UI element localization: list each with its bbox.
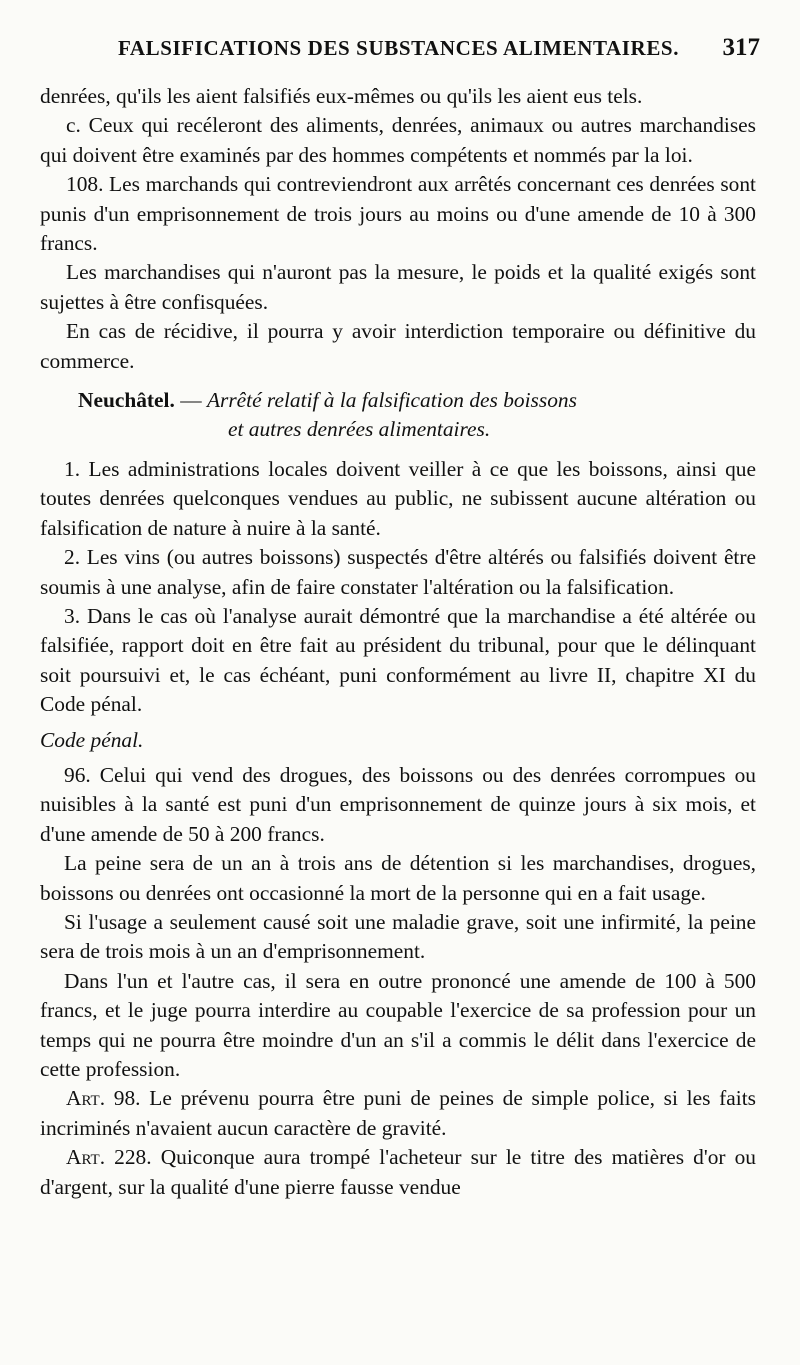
- paragraph-recidive: En cas de récidive, il pourra y avoir interdiction temporaire ou définitive du commerce.: [40, 319, 756, 373]
- article-1: 1. Les administrations locales doivent veiller à ce que les boissons, ainsi que toutes denrées quelconques vendues au public, ne subissent aucune altération ou falsification de nature à nuire à la santé.: [40, 456, 756, 540]
- section-title-line2: et autres denrées alimentaires.: [228, 417, 491, 442]
- article-98-text: Le prévenu pourra être puni de peines de simple police, si les faits incriminés n'avaient aucun caractère de gravité.: [40, 1086, 756, 1140]
- article-98-label: Art. 98.: [66, 1086, 141, 1111]
- code-article-228: [40, 1143, 756, 1202]
- paragraph-continuation: denrées, qu'ils les aient falsifiés eux-mêmes ou qu'ils les aient eus tels.: [40, 84, 643, 108]
- code-article-98: [40, 1084, 756, 1143]
- code-article-96: 96. Celui qui vend des drogues, des boissons ou des denrées corrompues ou nuisibles à la santé est puni d'un emprisonnement de quinze jours à six mois, et d'une amende de 50 à 200 francs.: [40, 762, 756, 846]
- section-title-line1: Arrêté relatif à la falsification des boissons: [206, 388, 577, 413]
- section-dash: —: [174, 388, 207, 413]
- spacer: [40, 445, 756, 455]
- article-2: 2. Les vins (ou autres boissons) suspectés d'être altérés ou falsifiés doivent être soumis à une analyse, afin de faire constater l'altération ou la falsification.: [40, 545, 756, 599]
- section-heading: [40, 386, 756, 445]
- paragraph-confiscation: Les marchandises qui n'auront pas la mesure, le poids et la qualité exigés sont sujettes à être confisquées.: [40, 260, 756, 314]
- body-text: [40, 82, 756, 1202]
- page-number: 317: [722, 34, 760, 61]
- paragraph-article-108: 108. Les marchands qui contreviendront aux arrêtés concernant ces denrées sont punis d'un emprisonnement de trois jours au moins ou d'une amende de 10 à 300 francs.: [40, 172, 756, 256]
- spacer: [40, 376, 756, 386]
- code-paragraph-fine: Dans l'un et l'autre cas, il sera en outre prononcé une amende de 100 à 500 francs, et le juge pourra interdire au coupable l'exercice de sa profession pour un temps qui ne pourra être moindre d'un an s'il a commis le délit dans l'exercice de cette profession.: [40, 968, 756, 1081]
- code-paragraph-illness: Si l'usage a seulement causé soit une maladie grave, soit une infirmité, la peine sera de trois mois à un an d'emprisonnement.: [40, 909, 756, 964]
- article-228-label: Art. 228.: [66, 1145, 152, 1170]
- paragraph-item-c: c. Ceux qui recéleront des aliments, denrées, animaux ou autres marchandises qui doivent être examinés par des hommes compétents et nommés par la loi.: [40, 113, 756, 167]
- running-title: FALSIFICATIONS DES SUBSTANCES ALIMENTAIRES.: [118, 36, 680, 60]
- section-place: Neuchâtel.: [78, 388, 175, 413]
- article-3: 3. Dans le cas où l'analyse aurait démontré que la marchandise a été altérée ou falsifiée, rapport doit en être fait au président du tribunal, pour que le délinquant soit poursuivi et, le cas échéant, puni conformément au livre II, chapitre XI du Code pénal.: [40, 603, 756, 717]
- code-heading: Code pénal.: [40, 727, 144, 752]
- article-228-text: Quiconque aura trompé l'acheteur sur le titre des matières d'or ou d'argent, sur la qualité d'une pierre fausse vendue: [40, 1145, 757, 1199]
- running-header: [118, 34, 760, 70]
- code-paragraph-death: La peine sera de un an à trois ans de détention si les marchandises, drogues, boissons ou denrées ont occasionné la mort de la personne qui en a fait usage.: [40, 851, 756, 905]
